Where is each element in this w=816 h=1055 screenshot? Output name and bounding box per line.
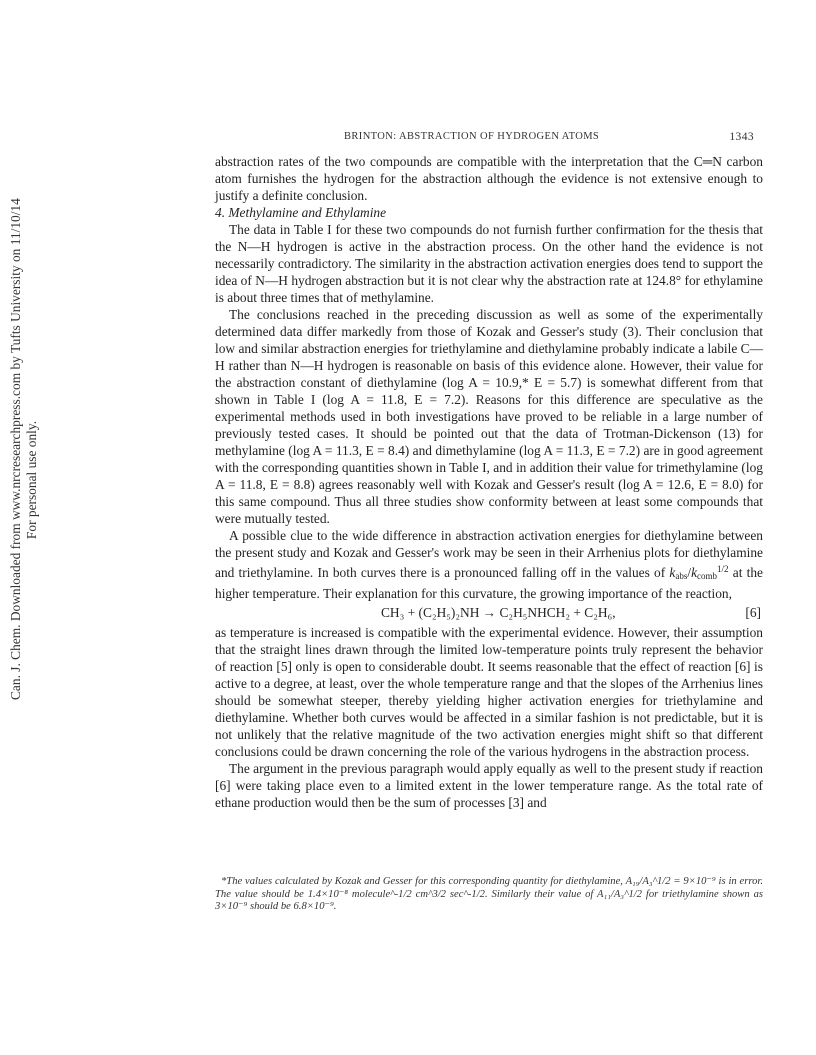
footnote-text: *The values calculated by Kozak and Gesser for this corresponding quantity for diethylamine, A₁₉/A₃^1/2 = 9×10⁻⁹ is in error. The value should be 1.4×10⁻⁸ molecule^-1/2 cm^3/2 sec^-1/2. Similarly their value of A₁₁/A₃^1/2 for triethylamine shown as 3×10⁻⁹ should be 6.8×10⁻⁹. <box>215 876 763 912</box>
download-watermark <box>4 198 44 700</box>
paragraph-4-part-b: at the higher temperature. Their explanation for this curvature, the growing importance of the reaction, <box>215 565 763 601</box>
running-title: BRINTON: ABSTRACTION OF HYDROGEN ATOMS <box>344 131 600 142</box>
k-comb-exponent: 1/2 <box>717 564 729 574</box>
ratio-slash: / <box>687 565 692 580</box>
paragraph-4-part-a: A possible clue to the wide difference in abstraction activation energies for diethylamine between the present study and Kozak and Gesser's work may be seen in their Arrhenius plots for diethylamine and triethylamine. In both curves there is a pronounced falling off in the values of <box>215 528 763 580</box>
k-abs-symbol: k <box>669 565 676 580</box>
k-abs-subscript: abs <box>675 571 688 581</box>
reaction-equation <box>215 603 763 623</box>
paragraph-5: as temperature is increased is compatible with the experimental evidence. However, their assumption that the straight lines drawn through the limited low-temperature points truly represent the behavior of reaction [5] only is open to considerable doubt. It seems reasonable that the effect of reaction [6] is active to a degree, at least, over the whole temperature range and that the slopes of the Arrhenius lines should be somewhat steeper, thereby yielding higher activation energies for triethylamine and diethylamine. Whether both curves would be affected in a similar fashion is not predictable, but it is not unlikely that the relative magnitude of the two activation energies might shift so that different conclusions could be drawn concerning the role of the various hydrogens in the abstraction process. <box>215 625 763 759</box>
section-heading: 4. Methylamine and Ethylamine <box>215 205 387 220</box>
watermark-line-2: For personal use only. <box>24 420 39 540</box>
k-comb-subscript: comb <box>697 571 718 581</box>
paragraph-2: The data in Table I for these two compounds do not furnish further confirmation for the thesis that the N—H hydrogen is active in the abstraction process. On the other hand the evidence is not necessarily contradictory. The similarity in the abstraction activation energies does tend to support the idea of N—H hydrogen abstraction but it is not clear why the abstraction rate at 124.8° for ethylamine is about three times that of methylamine. <box>215 222 763 305</box>
k-comb-symbol: k <box>691 565 698 580</box>
paragraph-6: The argument in the previous paragraph would apply equally as well to the present study if reaction [6] were taking place even to a limited extent in the lower temperature range. As the total rate of ethane production would then be the sum of processes [3] and <box>215 761 763 810</box>
paragraph-4 <box>215 527 763 602</box>
body-text <box>215 153 763 811</box>
equation-number: [6] <box>745 605 761 620</box>
page-number: 1343 <box>729 131 754 143</box>
equation-body: CH₃ + (C₂H₅)₂NH → C₂H₅NHCH₂ + C₂H₆, <box>381 605 616 620</box>
footnote <box>215 876 763 914</box>
paragraph-3: The conclusions reached in the preceding discussion as well as some of the experimentally determined data differ markedly from those of Kozak and Gesser's study (3). Their conclusion that low and similar abstraction energies for triethylamine and diethylamine probably indicate a labile C—H rather than N—H hydrogen is reasonable on basis of this evidence alone. However, their value for the abstraction constant of diethylamine (log A = 10.9,* E = 5.7) is somewhat different from that shown in Table I (log A = 11.8, E = 7.2). Reasons for this difference are speculative as the experimental methods used in both investigations have proved to be reliable in a large number of previously tested cases. It should be pointed out that the data of Trotman-Dickenson (13) for methylamine (log A = 11.3, E = 8.4) and dimethylamine (log A = 11.3, E = 7.2) are in good agreement with the corresponding quantities shown in Table I, and in addition their value for trimethylamine (log A = 11.8, E = 8.8) agrees reasonably well with Kozak and Gesser's result (log A = 12.6, E = 8.0) for this same compound. Thus all three studies show conformity between at least some compounds that were mutually tested. <box>215 307 763 526</box>
paragraph-1: abstraction rates of the two compounds are compatible with the interpretation that the C═N carbon atom furnishes the hydrogen for the abstraction although the evidence is not extensive enough to justify a definite conclusion. <box>215 154 763 203</box>
watermark-line-1: Can. J. Chem. Downloaded from www.nrcresearchpress.com by Tufts University on 11/10/14 <box>8 198 23 700</box>
running-header <box>344 131 754 147</box>
